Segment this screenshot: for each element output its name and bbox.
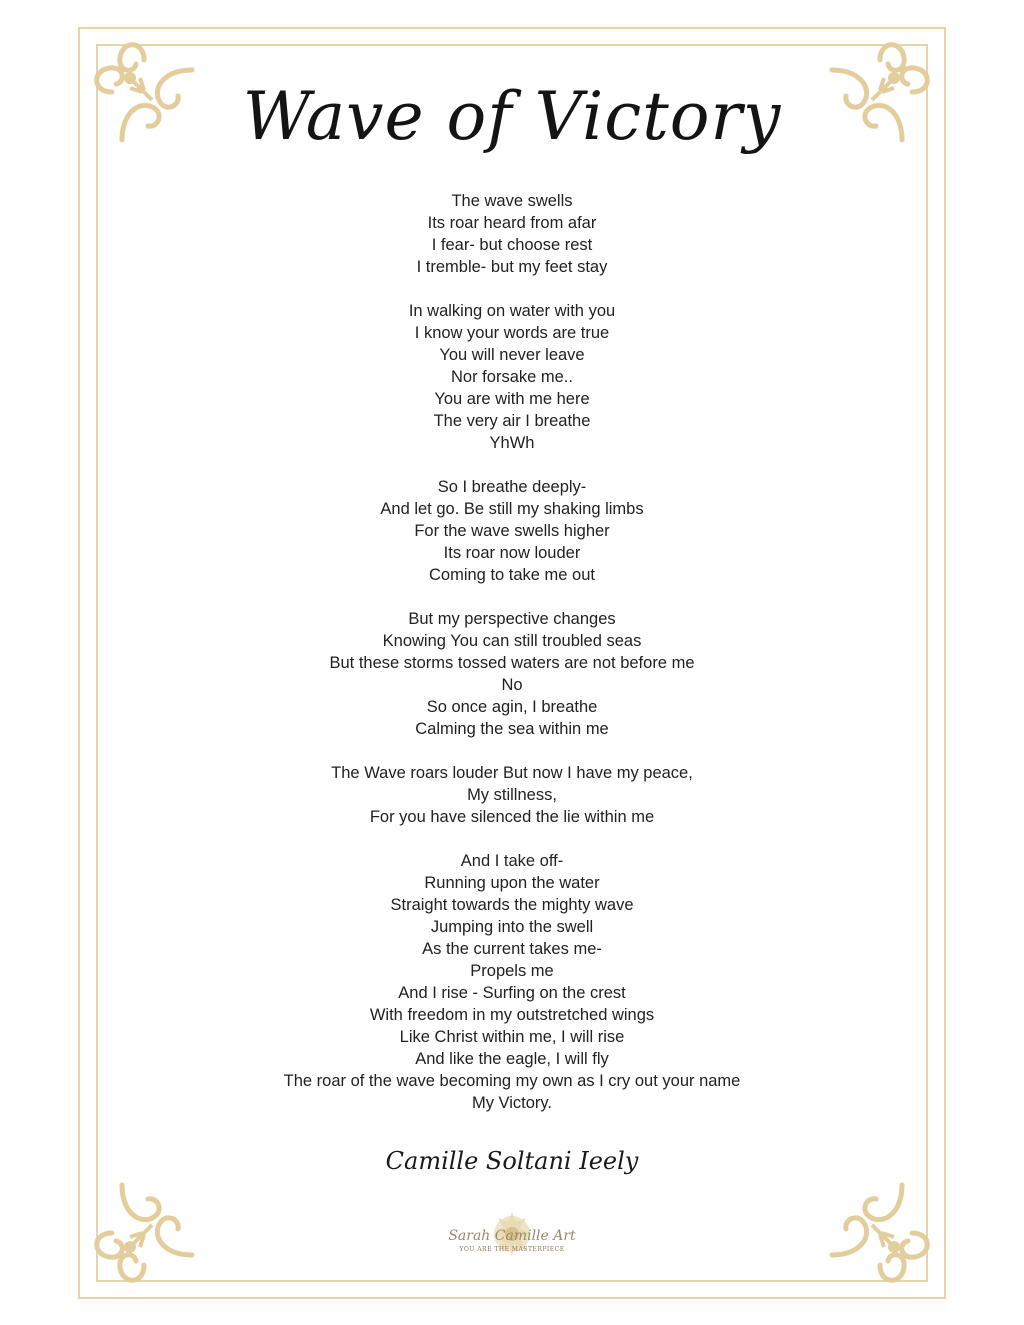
stanza	[0, 850, 1024, 1114]
poem-line: You will never leave	[439, 346, 585, 364]
poem-line: Its roar now louder	[443, 544, 581, 562]
poem-line: But these storms tossed waters are not before me	[329, 654, 695, 672]
poem-line: The very air I breathe	[433, 412, 591, 430]
poem-line: The wave swells	[451, 192, 573, 210]
poem-line: I tremble- but my feet stay	[416, 258, 608, 276]
corner-ornament-icon	[82, 1175, 202, 1295]
poem-line: For the wave swells higher	[414, 522, 610, 540]
poem-line: The roar of the wave becoming my own as I cry out your name	[283, 1072, 741, 1090]
poem-line: For you have silenced the lie within me	[369, 808, 655, 826]
poem-line: Jumping into the swell	[430, 918, 594, 936]
poem-line: My stillness,	[467, 786, 557, 804]
poem-line: And let go. Be still my shaking limbs	[380, 500, 644, 518]
stanza	[0, 300, 1024, 454]
poem-line: I fear- but choose rest	[431, 236, 593, 254]
poem-line: Nor forsake me..	[451, 368, 573, 386]
poem-line: Running upon the water	[424, 874, 600, 892]
stanza	[0, 476, 1024, 586]
poem-line: Knowing You can still troubled seas	[382, 632, 642, 650]
poem-line: With freedom in my outstretched wings	[369, 1006, 655, 1024]
poem-title: Wave of Victory	[242, 78, 782, 155]
poem-line: YhWh	[489, 434, 535, 452]
poem-line: And I take off-	[460, 852, 564, 870]
author-signature: Camille Soltani Ieely	[385, 1147, 639, 1175]
poem-line: Propels me	[470, 962, 554, 980]
poem-line: As the current takes me-	[422, 940, 602, 958]
poem-line: And like the eagle, I will fly	[415, 1050, 609, 1068]
brand-logo	[442, 1200, 582, 1272]
stanza	[0, 608, 1024, 740]
poem-line: In walking on water with you	[408, 302, 616, 320]
poem-line: And I rise - Surfing on the crest	[398, 984, 626, 1002]
poem-line: The Wave roars louder But now I have my peace,	[331, 764, 693, 782]
poem-line: So once agin, I breathe	[426, 698, 598, 716]
poem-line: You are with me here	[434, 390, 590, 408]
corner-ornament-icon	[822, 1175, 942, 1295]
poem-line: So I breathe deeply-	[437, 478, 587, 496]
brand-tagline: YOU ARE THE MASTERPIECE	[459, 1246, 565, 1253]
poem-line: I know your words are true	[414, 324, 610, 342]
stanza	[0, 762, 1024, 828]
poem-line: But my perspective changes	[408, 610, 616, 628]
poem-line: No	[501, 676, 523, 694]
poem-line: Like Christ within me, I will rise	[399, 1028, 625, 1046]
poem-line: Calming the sea within me	[415, 720, 609, 738]
poem-line: Coming to take me out	[429, 566, 595, 584]
poem-body	[0, 190, 1024, 1136]
poem-line: My Victory.	[471, 1094, 553, 1112]
poem-line: Straight towards the mighty wave	[390, 896, 634, 914]
poem-line: Its roar heard from afar	[427, 214, 597, 232]
stanza	[0, 190, 1024, 278]
brand-name: Sarah Camille Art	[448, 1228, 576, 1244]
